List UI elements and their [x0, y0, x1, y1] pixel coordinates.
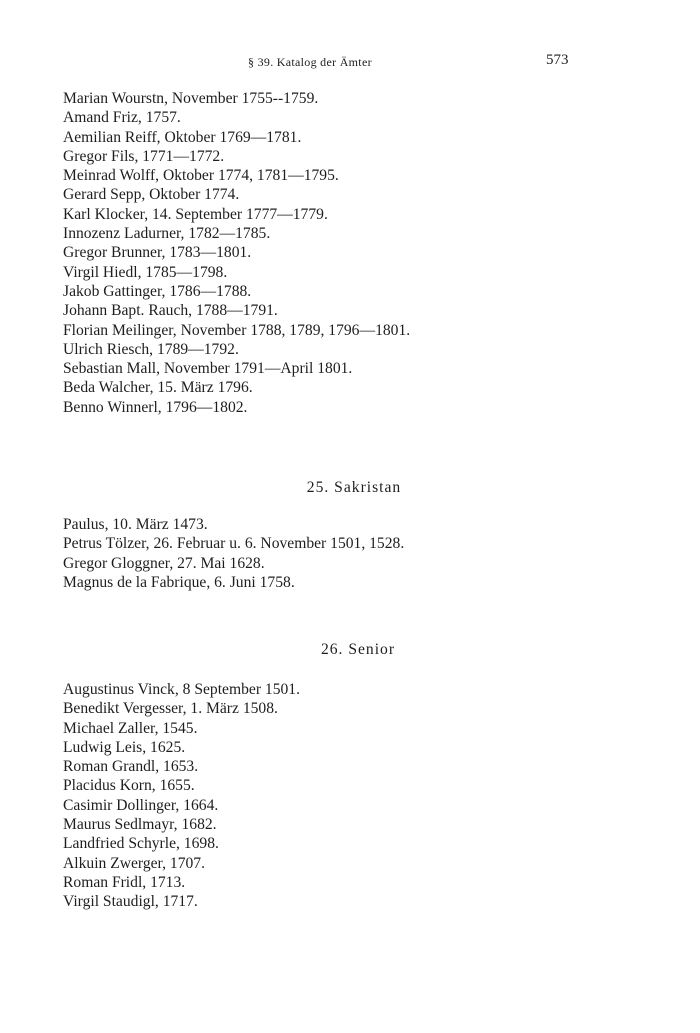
- section-heading-senior: 26. Senior: [320, 641, 396, 658]
- list-item: Casimir Dollinger, 1664.: [63, 796, 219, 814]
- list-item: Augustinus Vinck, 8 September 1501.: [63, 681, 300, 698]
- list-item: Magnus de la Fabrique, 6. Juni 1758.: [63, 573, 295, 591]
- entry-list-senior: [63, 680, 300, 912]
- list-item: Gregor Brunner, 1783—1801.: [63, 244, 252, 262]
- running-header: [0, 52, 700, 72]
- list-item: Amand Friz, 1757.: [63, 109, 181, 127]
- list-item: Innozenz Ladurner, 1782—1785.: [63, 225, 271, 243]
- section-heading-sakristan: 25. Sakristan: [306, 479, 402, 496]
- list-item: Roman Fridl, 1713.: [63, 873, 186, 891]
- list-item: Paulus, 10. März 1473.: [63, 516, 208, 533]
- list-item: Jakob Gattinger, 1786—1788.: [63, 282, 252, 300]
- list-item: Sebastian Mall, November 1791—April 1801.: [63, 360, 353, 378]
- list-item: Roman Grandl, 1653.: [63, 758, 199, 776]
- list-item: Landfried Schyrle, 1698.: [63, 835, 219, 853]
- page-number: 573: [546, 52, 569, 68]
- list-item: Petrus Tölzer, 26. Februar u. 6. November 1501, 1528.: [63, 535, 405, 553]
- list-item: Benedikt Vergesser, 1. März 1508.: [63, 700, 278, 718]
- list-item: Benno Winnerl, 1796—1802.: [63, 398, 248, 416]
- list-item: Beda Walcher, 15. März 1796.: [63, 379, 253, 397]
- list-item: Virgil Staudigl, 1717.: [63, 893, 198, 911]
- list-item: Gregor Fils, 1771—1772.: [63, 147, 225, 165]
- running-title: § 39. Katalog der Ämter: [248, 55, 372, 69]
- list-item: Florian Meilinger, November 1788, 1789, 1796—1801.: [63, 321, 411, 339]
- list-item: Placidus Korn, 1655.: [63, 777, 195, 795]
- list-item: Gregor Gloggner, 27. Mai 1628.: [63, 554, 265, 572]
- list-item: Ulrich Riesch, 1789—1792.: [63, 340, 239, 358]
- list-item: Virgil Hiedl, 1785—1798.: [63, 263, 228, 281]
- list-item: Aemilian Reiff, Oktober 1769—1781.: [63, 128, 302, 146]
- list-item: Alkuin Zwerger, 1707.: [63, 854, 206, 872]
- list-item: Meinrad Wolff, Oktober 1774, 1781—1795.: [63, 167, 339, 185]
- list-item: Gerard Sepp, Oktober 1774.: [63, 186, 240, 204]
- list-item: Maurus Sedlmayr, 1682.: [63, 816, 217, 834]
- entry-list-continued: [63, 89, 410, 417]
- entry-list-sakristan: [63, 515, 404, 592]
- list-item: Michael Zaller, 1545.: [63, 719, 198, 737]
- list-item: Ludwig Leis, 1625.: [63, 738, 186, 756]
- list-item: Johann Bapt. Rauch, 1788—1791.: [63, 302, 278, 320]
- list-item: Marian Wourstn, November 1755--1759.: [63, 90, 319, 107]
- list-item: Karl Klocker, 14. September 1777—1779.: [63, 205, 328, 223]
